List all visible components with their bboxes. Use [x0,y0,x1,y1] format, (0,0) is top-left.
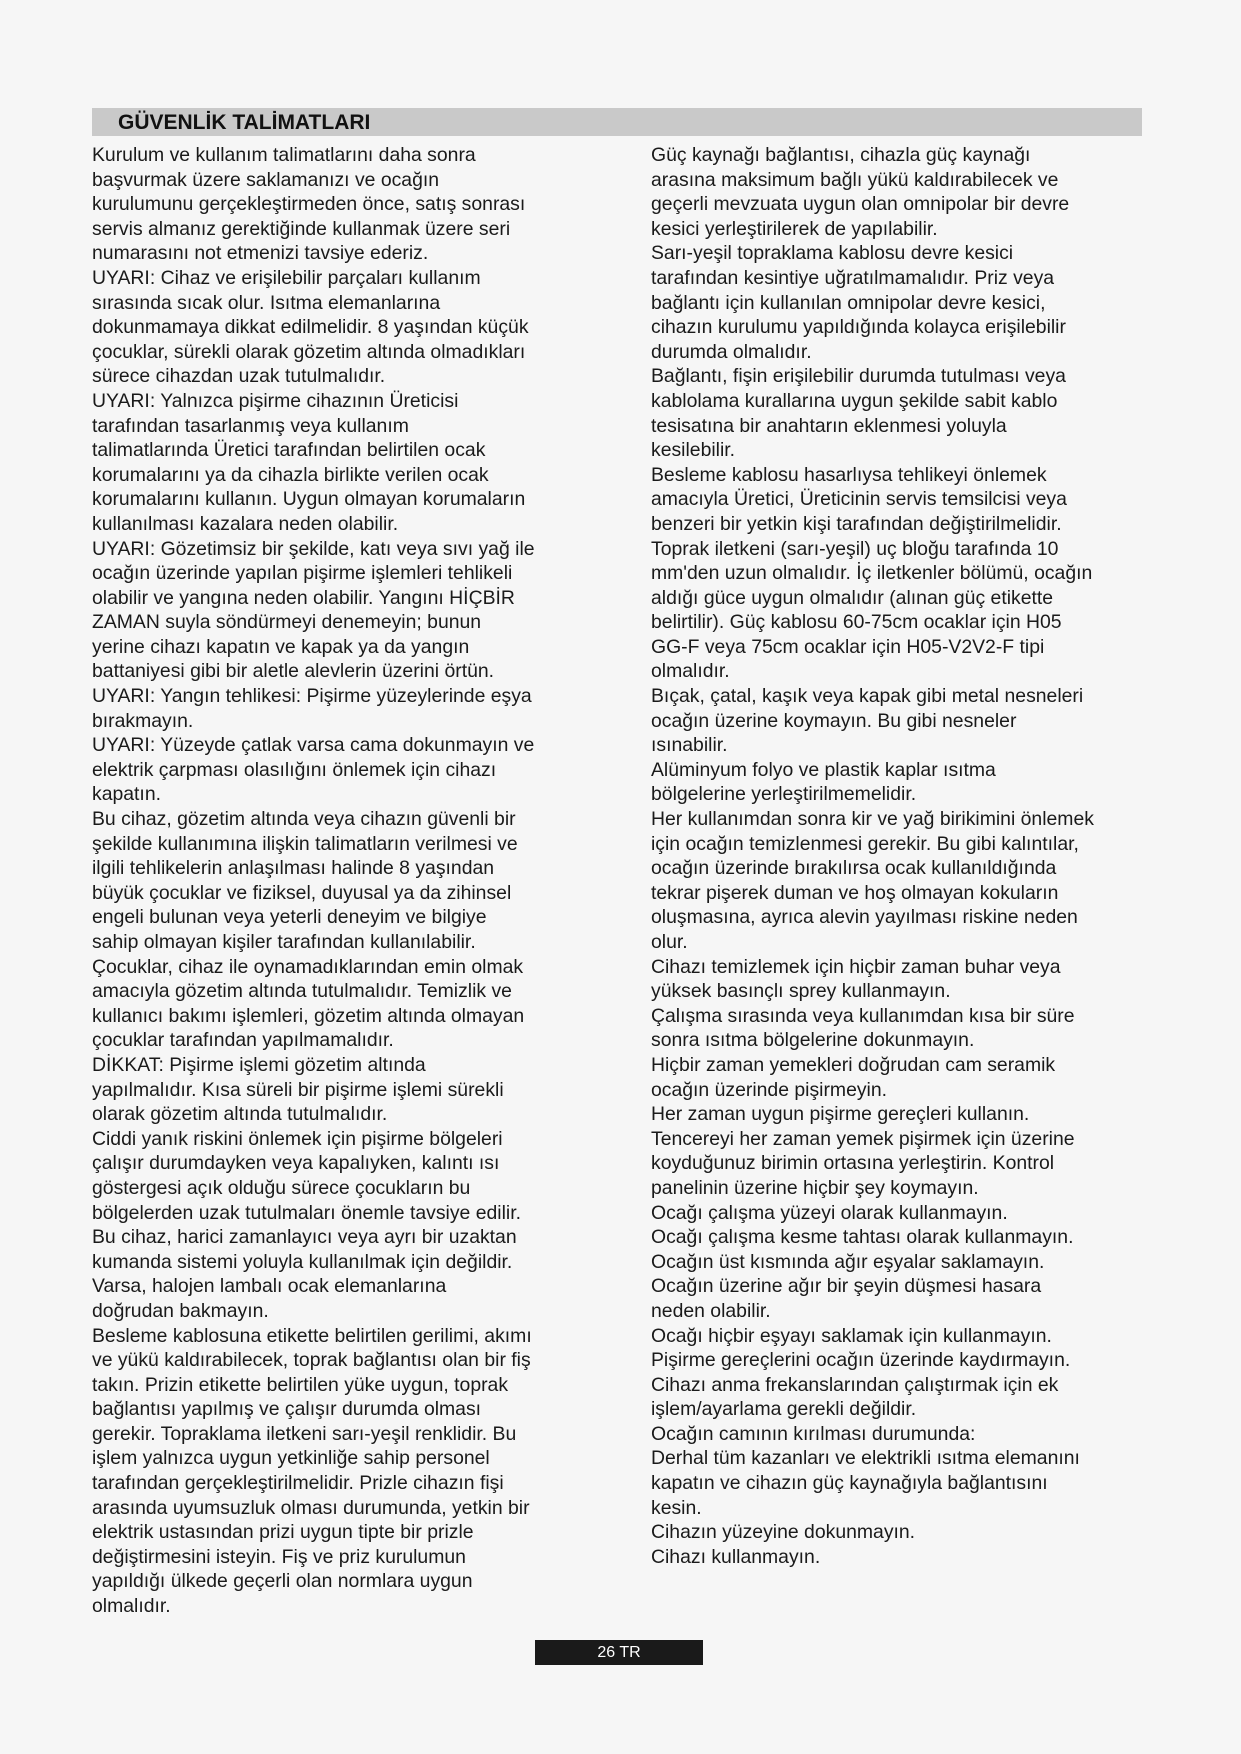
text-line: cihazın kurulumu yapıldığında kolayca erişilebilir [651,316,1066,339]
text-line: Ciddi yanık riskini önlemek için pişirme bölgeleri [92,1127,503,1150]
text-line: kesin. [651,1496,702,1519]
text-line: korumalarını kullanın. Uygun olmayan korumaların [92,488,526,511]
text-line: elektrik çarpması olasılığını önlemek için cihazı [92,758,497,781]
text-line: Besleme kablosu hasarlıysa tehlikeyi önlemek [651,463,1047,486]
text-line: kapatın ve cihazın güç kaynağıyla bağlantısını [651,1472,1048,1495]
text-line: Besleme kablosuna etikette belirtilen gerilimi, akımı [92,1324,532,1347]
text-line: Bu cihaz, gözetim altında veya cihazın güvenli bir [92,808,516,831]
text-line: kesilebilir. [651,439,736,462]
left-text-column [92,143,612,1619]
page-number: 26 TR [535,1640,703,1665]
text-line: değiştirmesini isteyin. Fiş ve priz kurulumun [92,1545,466,1568]
text-line: kapatın. [92,783,161,806]
text-line: kesici yerleştirilerek de yapılabilir. [651,217,938,240]
text-line: yapılmalıdır. Kısa süreli bir pişirme işlemi sürekli [92,1078,504,1101]
text-line: bölgelerden uzak tutulmaları önemle tavsiye edilir. [92,1201,521,1224]
text-line: doğrudan bakmayın. [92,1299,269,1322]
text-line: Ocağı hiçbir eşyayı saklamak için kullanmayın. [651,1324,1052,1347]
text-line: servis almanız gerektiğinde kullanmak üzere seri [92,217,511,240]
text-line: engeli bulunan veya yeterli deneyim ve bilgiye [92,906,487,929]
text-line: UYARI: Yüzeyde çatlak varsa cama dokunmayın ve [92,734,535,757]
text-line: talimatlarında Üretici tarafından belirtilen ocak [92,439,486,462]
text-line: takın. Prizin etikette belirtilen yüke uygun, toprak [92,1373,509,1396]
text-line: başvurmak üzere saklamanızı ve ocağın [92,168,440,191]
text-line: ısınabilir. [651,734,728,757]
text-line: olmalıdır. [651,660,730,683]
text-line: sırasında sıcak olur. Isıtma elemanlarına [92,291,441,314]
text-line: Cihazı anma frekanslarından çalıştırmak için ek [651,1373,1059,1396]
text-line: bağlantısı yapılmış ve çalışır durumda olması [92,1398,482,1421]
text-line: korumalarını ya da cihazla birlikte verilen ocak [92,463,489,486]
text-line: UYARI: Yangın tehlikesi: Pişirme yüzeylerinde eşya [92,685,532,708]
text-line: Toprak iletkeni (sarı-yeşil) uç bloğu tarafında 10 [651,537,1059,560]
text-line: Çalışma sırasında veya kullanımdan kısa bir süre [651,1004,1075,1027]
text-line: işlem/ayarlama gerekli değildir. [651,1398,917,1421]
text-line: mm'den uzun olmalıdır. İç iletkenler bölümü, ocağın [651,562,1093,585]
text-line: büyük çocuklar ve fiziksel, duyusal ya da zihinsel [92,881,512,904]
text-line: ocağın üzerine koymayın. Bu gibi nesneler [651,709,1017,732]
text-line: bölgelerine yerleştirilmemelidir. [651,783,917,806]
text-line: kurulumunu gerçekleştirmeden önce, satış sonrası [92,193,526,216]
text-line: GG-F veya 75cm ocaklar için H05-V2V2-F tipi [651,635,1045,658]
text-line: çocuklar, sürekli olarak gözetim altında olmadıkları [92,340,526,363]
text-line: panelinin üzerine hiçbir şey koymayın. [651,1176,979,1199]
text-line: Ocağı çalışma kesme tahtası olarak kullanmayın. [651,1226,1074,1249]
text-line: aldığı güce uygun olmalıdır (alınan güç etikette [651,586,1054,609]
text-line: sonra ısıtma bölgelerine dokunmayın. [651,1029,975,1052]
text-line: Ocağı çalışma yüzeyi olarak kullanmayın. [651,1201,1008,1224]
text-line: elektrik ustasından prizi uygun tipte bir prizle [92,1521,474,1544]
text-line: amacıyla gözetim altında tutulmalıdır. Temizlik ve [92,980,512,1003]
text-line: Hiçbir zaman yemekleri doğrudan cam seramik [651,1053,1056,1076]
text-line: Alüminyum folyo ve plastik kaplar ısıtma [651,758,996,781]
text-line: UYARI: Gözetimsiz bir şekilde, katı veya sıvı yağ ile [92,537,535,560]
text-line: sahip olmayan kişiler tarafından kullanılabilir. [92,931,476,953]
text-line: tesisatına bir anahtarın eklenmesi yoluyla [651,414,1007,437]
text-line: olur. [651,931,688,953]
text-line: neden olabilir. [651,1299,771,1322]
text-line: oluşmasına, ayrıca alevin yayılması riskine neden [651,906,1078,929]
text-line: numarasını not etmenizi tavsiye ederiz. [92,242,429,265]
text-line: Her kullanımdan sonra kir ve yağ birikimini önlemek [651,808,1094,831]
text-line: battaniyesi gibi bir aletle alevlerin üzerini örtün. [92,660,495,683]
text-line: Varsa, halojen lambalı ocak elemanlarına [92,1275,447,1298]
text-line: Cihazı temizlemek için hiçbir zaman buhar veya [651,955,1061,978]
text-line: Tencereyi her zaman yemek pişirmek için üzerine [651,1127,1075,1150]
text-line: durumda olmalıdır. [651,340,812,363]
text-line: DİKKAT: Pişirme işlemi gözetim altında [92,1053,426,1076]
text-line: ZAMAN suyla söndürmeyi denemeyin; bunun [92,611,482,634]
text-line: tarafından gerçekleştirilmelidir. Prizle cihazın fişi [92,1472,504,1495]
text-line: Çocuklar, cihaz ile oynamadıklarından emin olmak [92,955,524,978]
text-line: kullanıcı bakımı işlemleri, gözetim altında olmayan [92,1004,525,1027]
text-line: benzeri bir yetkin kişi tarafından değiştirilmelidir. [651,512,1062,535]
text-line: gerekir. Topraklama iletkeni sarı-yeşil renklidir. Bu [92,1422,517,1445]
text-line: olmalıdır. [92,1595,171,1618]
text-line: ocağın üzerinde yapılan pişirme işlemleri tehlikeli [92,562,513,585]
text-line: belirtilir). Güç kablosu 60-75cm ocaklar için H05 [651,611,1062,634]
text-line: dokunmamaya dikkat edilmelidir. 8 yaşından küçük [92,316,529,339]
text-line: bağlantı için kullanılan omnipolar devre kesici, [651,291,1046,314]
text-line: şekilde kullanımına ilişkin talimatların verilmesi ve [92,832,518,855]
text-line: bırakmayın. [92,709,194,732]
text-line: çocuklar tarafından yapılmamalıdır. [92,1029,394,1052]
right-text-column [651,143,1171,1569]
text-line: Ocağın camının kırılması durumunda: [651,1422,976,1445]
text-line: kumanda sistemi yoluyla kullanılmak için değildir. [92,1250,513,1273]
text-line: arasına maksimum bağlı yükü kaldırabilecek ve [651,168,1059,191]
text-line: sürece cihazdan uzak tutulmalıdır. [92,365,386,388]
text-line: amacıyla Üretici, Üreticinin servis temsilcisi veya [651,488,1067,511]
text-line: yüksek basınçlı sprey kullanmayın. [651,980,951,1003]
text-line: tekrar pişerek duman ve hoş olmayan kokuların [651,881,1059,904]
text-line: olarak gözetim altında tutulmalıdır. [92,1103,388,1126]
text-line: kullanılması kazalara neden olabilir. [92,512,399,535]
text-line: yerine cihazı kapatın ve kapak ya da yangın [92,635,470,658]
text-line: Ocağın üzerine ağır bir şeyin düşmesi hasara [651,1275,1042,1298]
text-line: Derhal tüm kazanları ve elektrikli ısıtma elemanını [651,1447,1080,1470]
text-line: UYARI: Yalnızca pişirme cihazının Üreticisi [92,389,459,412]
text-line: Kurulum ve kullanım talimatlarını daha sonra [92,144,476,166]
text-line: Bağlantı, fişin erişilebilir durumda tutulması veya [651,365,1066,388]
text-line: ocağın üzerinde bırakılırsa ocak kullanıldığında [651,857,1057,880]
text-line: Bu cihaz, harici zamanlayıcı veya ayrı bir uzaktan [92,1226,517,1249]
text-line: çalışır durumdayken veya kapalıyken, kalıntı ısı [92,1152,500,1175]
text-line: Bıçak, çatal, kaşık veya kapak gibi metal nesneleri [651,685,1084,708]
text-line: olabilir ve yangına neden olabilir. Yangını HİÇBİR [92,586,515,609]
text-line: kablolama kurallarına uygun şekilde sabit kablo [651,389,1058,412]
text-line: Sarı-yeşil topraklama kablosu devre kesici [651,242,1014,265]
text-line: göstergesi açık olduğu sürece çocukların bu [92,1176,471,1199]
text-line: ilgili tehlikelerin anlaşılması halinde 8 yaşından [92,857,495,880]
text-line: için ocağın temizlenmesi gerekir. Bu gibi kalıntılar, [651,832,1079,855]
text-line: Her zaman uygun pişirme gereçleri kullanın. [651,1103,1030,1126]
text-line: yapıldığı ülkede geçerli olan normlara uygun [92,1570,473,1593]
text-line: Cihazı kullanmayın. [651,1545,821,1568]
text-line: arasında uyumsuzluk olması durumunda, yetkin bir [92,1496,530,1519]
text-line: UYARI: Cihaz ve erişilebilir parçaları kullanım [92,266,481,289]
text-line: koyduğunuz birimin ortasına yerleştirin. Kontrol [651,1152,1055,1175]
text-line: geçerli mevzuata uygun olan omnipolar bir devre [651,193,1070,216]
text-line: Cihazın yüzeyine dokunmayın. [651,1521,916,1544]
section-title: GÜVENLİK TALİMATLARI [118,111,371,134]
text-line: tarafından tasarlanmış veya kullanım [92,414,409,437]
text-line: işlem yalnızca uygun yetkinliğe sahip personel [92,1447,490,1470]
text-line: Pişirme gereçlerini ocağın üzerinde kaydırmayın. [651,1349,1071,1372]
text-line: Güç kaynağı bağlantısı, cihazla güç kaynağı [651,144,1031,166]
text-line: Ocağın üst kısmında ağır eşyalar saklamayın. [651,1250,1045,1273]
text-line: ve yükü kaldırabilecek, toprak bağlantısı olan bir fiş [92,1349,531,1372]
text-line: tarafından kesintiye uğratılmamalıdır. Priz veya [651,266,1055,289]
text-line: ocağın üzerinde pişirmeyin. [651,1078,888,1101]
